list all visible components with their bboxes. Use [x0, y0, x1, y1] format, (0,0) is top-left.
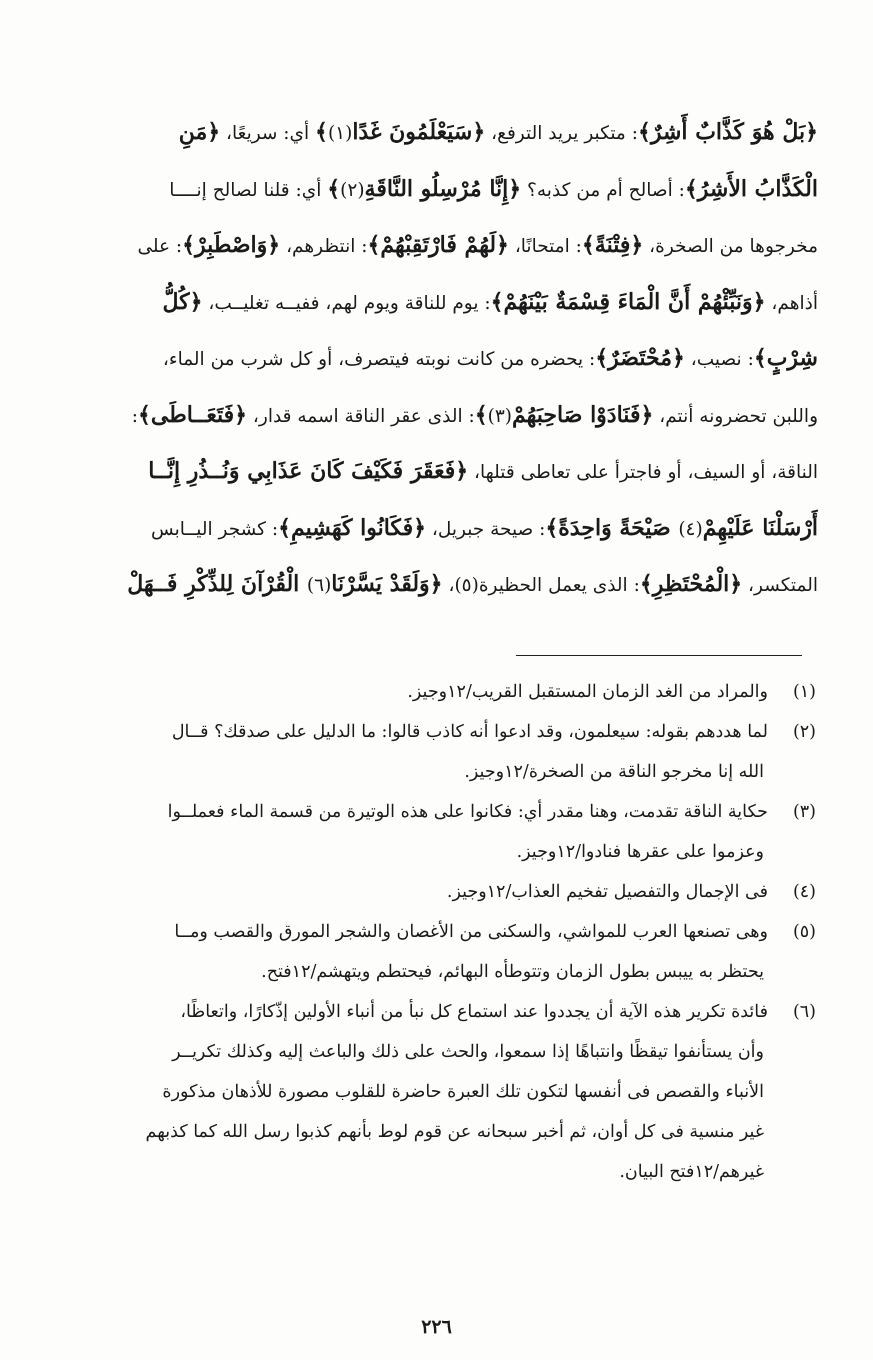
verse-segment: ﴾ [474, 401, 488, 428]
footnote-number: (٣) [792, 802, 816, 822]
commentary-segment: : [131, 405, 139, 427]
commentary-segment: : الذى عقر الناقة اسمه قدار، [247, 405, 475, 427]
main-text [48, 104, 818, 613]
footnote-line [44, 752, 816, 792]
verse-segment: ﴿وَلَقَدْ يَسَّرْنَا [331, 571, 443, 597]
footnote-text: والمراد من الغد الزمان المستقبل القريب/١٢وجيز. [407, 682, 768, 702]
verse-segment: أَرْسَلْنَا عَلَيْهِمْ [702, 514, 818, 541]
commentary-segment: : صيحة جبريل، [426, 518, 546, 540]
commentary-segment: أذاهم، [765, 292, 818, 314]
commentary-segment: المتكسر، [742, 575, 818, 596]
verse-segment: ﴿لَهُمْ فَارْتَقِبْهُمْ﴾ [367, 232, 509, 258]
commentary-segment: (٤) [678, 518, 703, 540]
footnote-text: الأنباء والقصص فى أنفسها لتكون تلك العبرة حاضرة للقلوب مصورة للأذهان مذكورة [162, 1082, 764, 1102]
footnote-line [44, 1152, 816, 1192]
verse-segment: ﴿فَتَعَــاطَى﴾ [138, 401, 248, 428]
verse-segment: ﴿فَكَانُوا كَهَشِيمِ﴾ [278, 514, 426, 541]
footnote-line [44, 952, 816, 992]
verse-segment: ﴾ [315, 119, 328, 145]
text-line [48, 443, 818, 500]
verse-segment: شِرْبٍ﴾ [753, 345, 818, 371]
commentary-segment: : امتحانًا، [508, 236, 582, 257]
commentary-segment: ، [442, 575, 455, 596]
commentary-segment: (٥) [454, 575, 479, 596]
footnote-number: (٦) [792, 1002, 816, 1022]
verse-segment: ﴿وَنَبِّئْهُمْ أَنَّ الْمَاءَ قِسْمَةٌ بَيْنَهُمْ﴾ [490, 288, 766, 315]
footnote-text: الله إنا مخرجو الناقة من الصخرة/١٢وجيز. [464, 762, 764, 782]
footnote-text: يحتظر به ييبس بطول الزمان وتتوطأه البهائم، فيحتطم ويتهشم/١٢فتح. [261, 962, 764, 982]
footnotes [44, 672, 816, 1192]
verse-segment: ﴿فَنَادَوْا صَاحِبَهُمْ [512, 401, 654, 428]
verse-segment: ﴿بَلْ هُوَ كَذَّابٌ أَشِرٌ﴾ [637, 119, 818, 145]
footnote-line [44, 872, 816, 912]
verse-segment: ﴿إِنَّا مُرْسِلُو النَّاقَةِ [364, 175, 522, 202]
text-line [48, 500, 818, 557]
commentary-segment: أي: سريعًا، [220, 123, 316, 144]
footnote-line [44, 832, 816, 872]
footnote-line [44, 992, 816, 1032]
verse-segment: ﴿كُلُّ [162, 288, 203, 315]
footnote-separator [516, 655, 802, 656]
footnote-line [44, 1032, 816, 1072]
verse-segment: ﴿وَاصْطَبِرْ﴾ [182, 232, 281, 258]
verse-segment: الْكَذَّابُ الأَشِرُ﴾ [684, 175, 818, 202]
verse-segment: ﴿مُحْتَضَرٌ﴾ [595, 345, 685, 371]
footnote-line [44, 1112, 816, 1152]
text-line [48, 556, 818, 613]
text-line [48, 104, 818, 161]
commentary-segment: (٢) [340, 179, 365, 201]
text-line [48, 161, 818, 218]
footnote-text: فى الإجمال والتفصيل تفخيم العذاب/١٢وجيز. [446, 882, 768, 902]
footnote [44, 712, 816, 792]
commentary-segment: : متكبر يريد الترفع، [485, 123, 638, 144]
page-number: ٢٢٦ [421, 1316, 452, 1338]
footnote-number: (١) [792, 682, 816, 702]
footnote-line [44, 672, 816, 712]
commentary-segment: : كشجر اليــابس [151, 518, 279, 540]
footnote-line [44, 792, 816, 832]
commentary-segment: واللبن تحضرونه أنتم، [653, 405, 818, 427]
footnote-text: وأن يستأنفوا تيقظًا وانتباهًا إذا سمعوا، والحث على ذلك والباعث إليه وكذلك تكريــر [172, 1042, 764, 1062]
commentary-segment: (١) [327, 123, 353, 144]
footnote [44, 992, 816, 1192]
commentary-segment: : يحضره من كانت نوبته فيتصرف، أو كل شرب من الماء، [162, 349, 596, 370]
commentary-segment: : نصيب، [684, 349, 754, 370]
text-line [48, 330, 818, 387]
footnote-line [44, 712, 816, 752]
verse-segment: ﴾ [327, 175, 341, 202]
footnote-text: فائدة تكرير هذه الآية أن يجددوا عند استماع كل نبأ من أنباء الأولين إذّكارًا، واتعاظًا، [180, 1002, 768, 1022]
commentary-segment: : يوم للناقة ويوم لهم، ففيــه تغليــب، [202, 292, 491, 314]
footnote-number: (٤) [792, 882, 816, 902]
verse-segment: ﴿فِتْنَةً﴾ [581, 232, 644, 258]
verse-segment: ﴿الْمُحْتَظِرِ﴾ [639, 571, 743, 597]
footnote-text: غير منسية فى كل أوان، ثم أخبر سبحانه عن قوم لوط بأنهم كذبوا رسل الله كما كذبهم [145, 1122, 764, 1142]
footnote-text: وهى تصنعها العرب للمواشي، والسكنى من الأغصان والشجر المورق والقصب ومــا [174, 922, 768, 942]
footnote-text: حكاية الناقة تقدمت، وهنا مقدر أي: فكانوا على هذه الوتيرة من قسمة الماء فعملــوا [167, 802, 768, 822]
footnote [44, 792, 816, 872]
footnote [44, 872, 816, 912]
commentary-segment: أي: قلنا لصالح إنــــا [169, 179, 328, 201]
commentary-segment: : أصالح أم من كذبه؟ [521, 179, 685, 201]
verse-segment: ﴿فَعَقَرَ فَكَيْفَ كَانَ عَذَابِي وَنُــذُرِ إِنَّــا [148, 458, 469, 484]
footnote [44, 672, 816, 712]
text-line [48, 274, 818, 331]
commentary-segment: : على [137, 236, 183, 257]
verse-segment: الْقُرْآنَ لِلذِّكْرِ فَــهَلْ [127, 571, 307, 597]
text-line [48, 387, 818, 444]
commentary-segment: (٦) [306, 575, 332, 596]
footnote-number: (٢) [792, 722, 816, 742]
verse-segment: ﴿سَيَعْلَمُونَ غَدًا [352, 119, 486, 145]
footnote-text: غيرهم/١٢فتح البيان. [619, 1162, 764, 1182]
commentary-segment: : الذى يعمل الحظيرة [478, 575, 640, 596]
footnote [44, 912, 816, 992]
verse-segment: ﴿مَنِ [178, 119, 221, 145]
commentary-segment: : انتظرهم، [280, 236, 368, 257]
verse-segment: صَيْحَةً وَاحِدَةً﴾ [545, 514, 679, 541]
text-line [48, 217, 818, 274]
footnote-line [44, 1072, 816, 1112]
footnote-text: لما هددهم بقوله: سيعلمون، وقد ادعوا أنه كاذب قالوا: ما الدليل على صدقك؟ قــال [171, 722, 768, 742]
commentary-segment: (٣) [487, 405, 512, 427]
footnote-text: وعزموا على عقرها فنادوا/١٢وجيز. [516, 842, 764, 862]
commentary-segment: الناقة، أو السيف، أو فاجترأ على تعاطى قتلها، [468, 462, 818, 483]
footnote-number: (٥) [792, 922, 816, 942]
commentary-segment: مخرجوها من الصخرة، [643, 236, 818, 257]
footnote-line [44, 912, 816, 952]
